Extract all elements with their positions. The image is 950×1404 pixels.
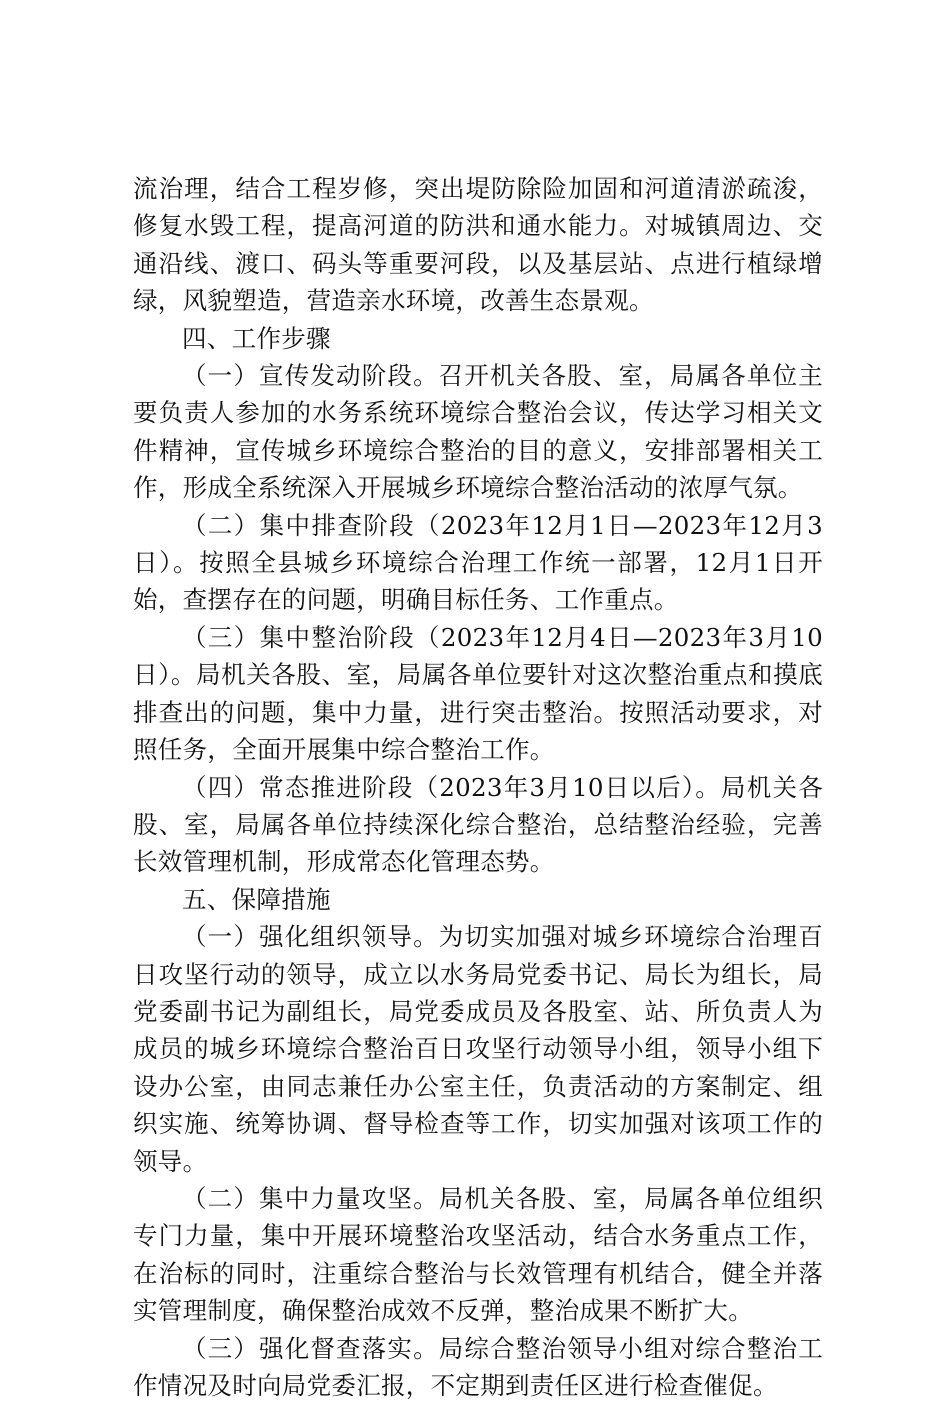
paragraph-continuation: 流治理，结合工程岁修，突出堤防除险加固和河道清淤疏浚，修复水毁工程，提高河道的防洪和通水能力。对城镇周边、交通沿线、渡口、码头等重要河段，以及基层站、点进行植绿增绿，风貌塑造，营造亲水环境，改善生态景观。 bbox=[133, 174, 823, 316]
section-heading-work-steps: 四、工作步骤 bbox=[182, 323, 331, 353]
paragraph-normalization-stage: （四）常态推进阶段（2023年3月10日以后）。局机关各股、室，局属各单位持续深化综合整治，总结整治经验，完善长效管理机制，形成常态化管理态势。 bbox=[133, 772, 823, 877]
paragraph-publicity-stage: （一）宣传发动阶段。召开机关各股、室，局属各单位主要负责人参加的水务系统环境综合整治会议，传达学习相关文件精神，宣传城乡环境综合整治的目的意义，安排部署相关工作，形成全系统深入开展城乡环境综合整治活动的浓厚气氛。 bbox=[133, 361, 823, 503]
paragraph-supervision: （三）强化督查落实。局综合整治领导小组对综合整治工作情况及时向局党委汇报，不定期到责任区进行检查催促。 bbox=[133, 1333, 823, 1400]
paragraph-rectification-stage: （三）集中整治阶段（2023年12月4日—2023年3月10日）。局机关各股、室，局属各单位要针对这次整治重点和摸底排查出的问题，集中力量，进行突击整治。按照活动要求，对照任务，全面开展集中综合整治工作。 bbox=[133, 622, 823, 765]
paragraph-investigation-stage: （二）集中排查阶段（2023年12月1日—2023年12月3日）。按照全县城乡环境综合治理工作统一部署，12月1日开始，查摆存在的问题，明确目标任务、工作重点。 bbox=[133, 510, 823, 615]
paragraph-concentrated-effort: （二）集中力量攻坚。局机关各股、室，局属各单位组织专门力量，集中开展环境整治攻坚活动，结合水务重点工作，在治标的同时，注重综合整治与长效管理有机结合，健全并落实管理制度，确保整治成效不反弹，整治成果不断扩大。 bbox=[133, 1183, 823, 1326]
section-heading-safeguards: 五、保障措施 bbox=[182, 884, 331, 914]
paragraph-organizational-leadership: （一）强化组织领导。为切实加强对城乡环境综合治理百日攻坚行动的领导，成立以水务局党委书记、局长为组长，局党委副书记为副组长，局党委成员及各股室、站、所负责人为成员的城乡环境综合整治百日攻坚行动领导小组，领导小组下设办公室，由同志兼任办公室主任，负责活动的方案制定、组织实施、统筹协调、督导检查等工作，切实加强对该项工作的领导。 bbox=[133, 922, 823, 1176]
document-body bbox=[133, 170, 823, 1404]
